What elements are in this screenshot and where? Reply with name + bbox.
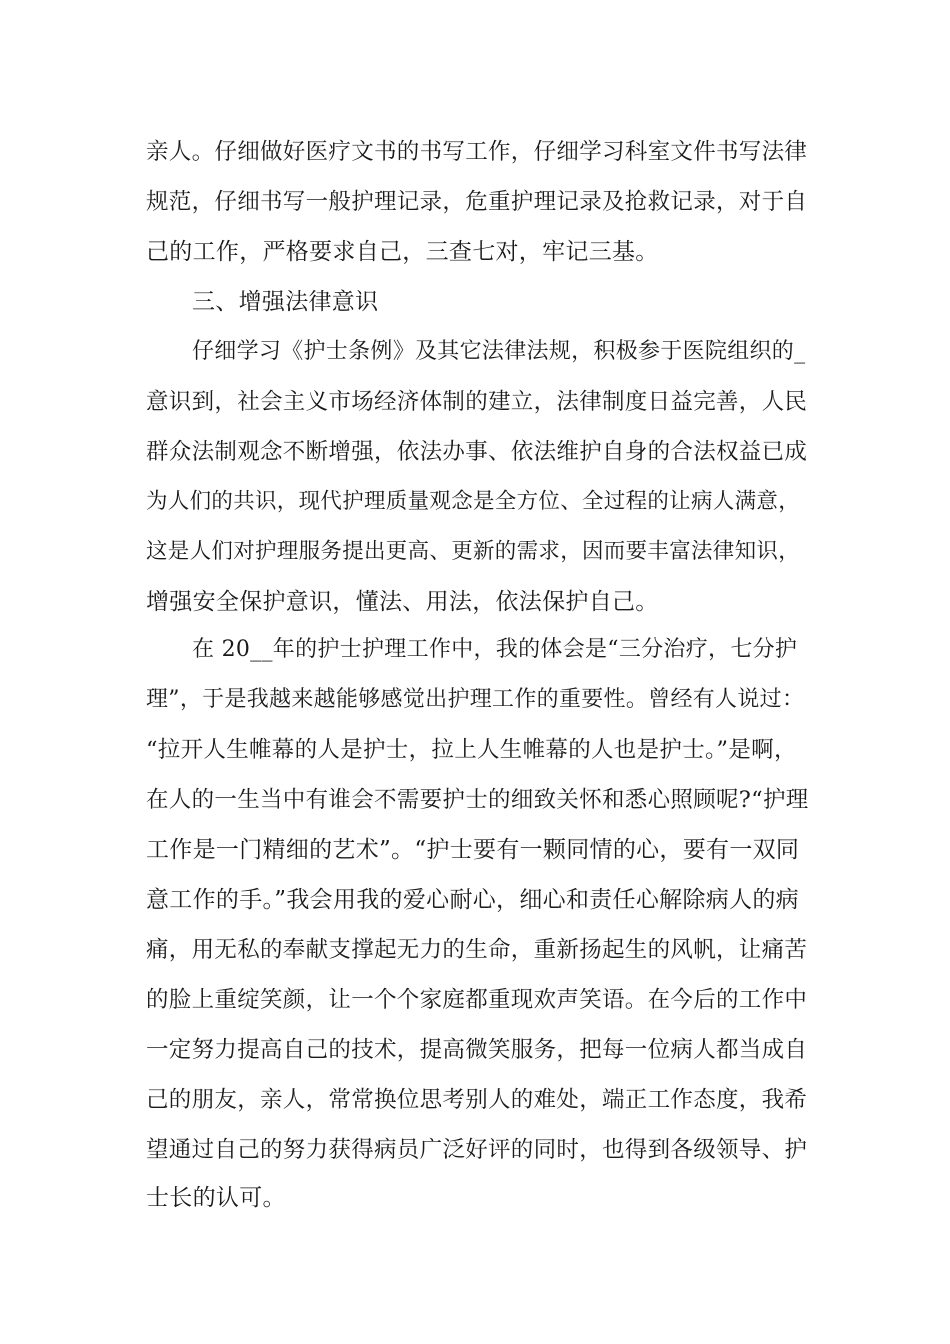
text-line: 规范，仔细书写一般护理记录，危重护理记录及抢救记录，对于自: [146, 189, 808, 215]
text-line: 己的朋友，亲人，常常换位思考别人的难处，端正工作态度，我希: [146, 1087, 808, 1113]
text-line: “拉开人生帷幕的人是护士，拉上人生帷幕的人也是护士。”是啊，: [146, 737, 797, 763]
text-line: 在人的一生当中有谁会不需要护士的细致关怀和悉心照顾呢?“护理: [146, 787, 809, 813]
text-line: 望通过自己的努力获得病员广泛好评的同时，也得到各级领导、护: [146, 1137, 808, 1163]
text-line: 群众法制观念不断增强，依法办事、依法维护自身的合法权益已成: [146, 439, 808, 465]
text-line: 在 20__年的护士护理工作中，我的体会是“三分治疗，七分护: [192, 637, 798, 662]
text-line: 士长的认可。: [146, 1185, 286, 1211]
text-line: 工作是一门精细的艺术”。“护士要有一颗同情的心，要有一双同: [146, 837, 800, 863]
text-line: 意工作的手。”我会用我的爱心耐心，细心和责任心解除病人的病: [146, 887, 799, 913]
text-line: 仔细学习《护士条例》及其它法律法规，积极参于医院组织的_: [192, 339, 806, 364]
text-line: 一定努力提高自己的技术，提高微笑服务，把每一位病人都当成自: [146, 1037, 808, 1063]
section-heading: 三、增强法律意识: [192, 289, 379, 315]
text-line: 痛，用无私的奉献支撑起无力的生命，重新扬起生的风帆，让痛苦: [146, 937, 808, 963]
text-line: 这是人们对护理服务提出更高、更新的需求，因而要丰富法律知识，: [146, 539, 801, 564]
text-line: 己的工作，严格要求自己，三查七对，牢记三基。: [146, 239, 659, 265]
text-line: 意识到，社会主义市场经济体制的建立，法律制度日益完善，人民: [146, 389, 808, 415]
text-line: 亲人。仔细做好医疗文书的书写工作，仔细学习科室文件书写法律: [146, 139, 808, 165]
text-line: 的脸上重绽笑颜，让一个个家庭都重现欢声笑语。在今后的工作中: [146, 987, 808, 1013]
text-line: 增强安全保护意识，懂法、用法，依法保护自己。: [146, 589, 659, 615]
text-line: 为人们的共识，现代护理质量观念是全方位、全过程的让病人满意，: [146, 489, 801, 514]
text-line: 理”，于是我越来越能够感觉出护理工作的重要性。曾经有人说过：: [146, 687, 805, 712]
